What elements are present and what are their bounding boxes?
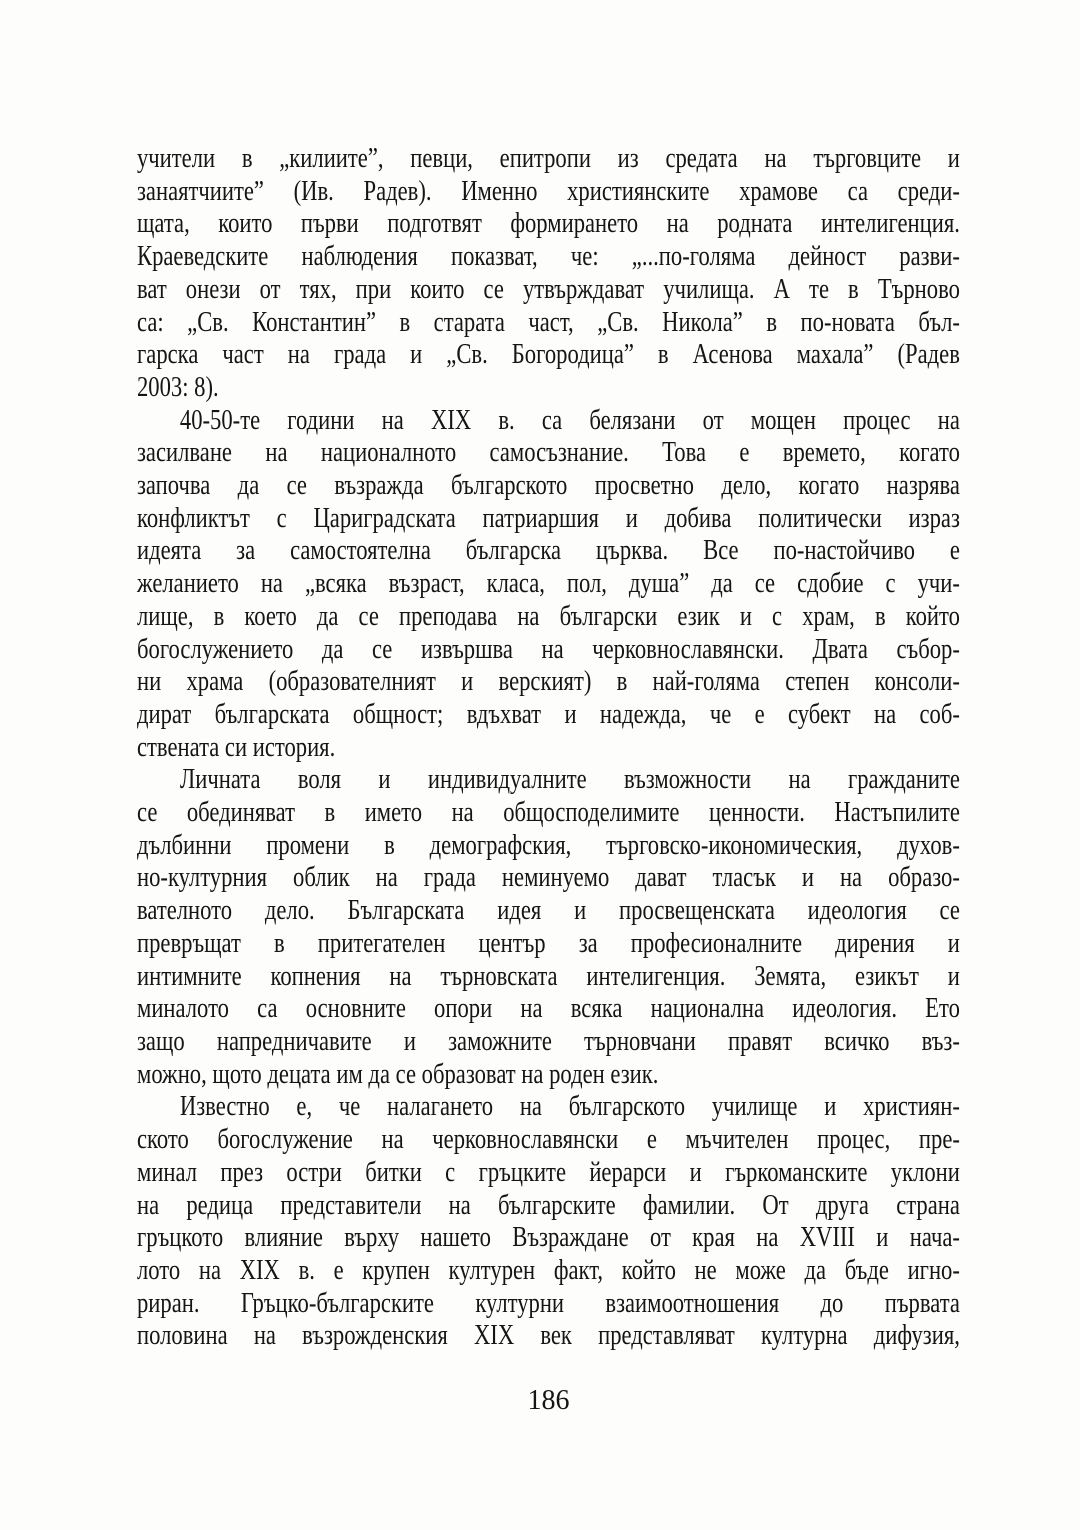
- text-line: богослужението да се извършва на черковнославянски. Двата събор-: [137, 632, 960, 665]
- text-line: идеята за самостоятелна българска църква. Все по-настойчиво е: [137, 534, 960, 567]
- text-line: занаятчиите” (Ив. Радев). Именно християнските храмове са среди-: [137, 174, 960, 207]
- text-line: са: „Св. Константин” в старата част, „Св. Никола” в по-новата бъл-: [137, 305, 960, 338]
- page-number: 186: [527, 1385, 570, 1416]
- text-line: половина на възрожденския XIX век представляват културна дифузия,: [137, 1319, 960, 1352]
- text-line: учители в „килиите”, певци, епитропи из средата на търговците и: [137, 142, 960, 174]
- text-line: но-културния облик на града неминуемо дават тласък и на образо-: [137, 861, 960, 894]
- text-line: Известно е, че налагането на българското училище и християн-: [179, 1090, 960, 1123]
- text-line: можно, щото децата им да се образоват на роден език.: [137, 1057, 659, 1090]
- paragraph: [137, 404, 960, 764]
- text-line: интимните копнения на търновската интелигенция. Земята, езикът и: [137, 959, 960, 992]
- text-line: гръцкото влияние върху нашето Възраждане от края на XVIII и нача-: [137, 1221, 960, 1254]
- text-line: конфликтът с Цариградската патриаршия и добива политически израз: [137, 501, 960, 534]
- text-line: желанието на „всяка възраст, класа, пол, душа” да се сдобие с учи-: [137, 567, 960, 600]
- text-line: защо напредничавите и заможните търновчани правят всичко въз-: [137, 1024, 960, 1057]
- text-line: вателното дело. Българската идея и просвещенската идеология се: [137, 894, 960, 927]
- text-line: на редица представители на българските фамилии. От друга страна: [137, 1188, 960, 1221]
- text-line: щата, които първи подготвят формирането на родната интелигенция.: [137, 207, 960, 240]
- paragraph: [137, 142, 960, 404]
- text-line: Личната воля и индивидуалните възможности на гражданите: [179, 763, 960, 796]
- text-line: лище, в което да се преподава на български език и с храм, в който: [137, 599, 960, 632]
- text-line: дълбинни промени в демографския, търговско-икономическия, духов-: [137, 828, 960, 861]
- text-line: ни храма (образователният и верският) в най-голяма степен консоли-: [137, 665, 960, 698]
- text-line: 40-50-те години на XIX в. са белязани от мощен процес на: [179, 403, 960, 436]
- text-line: ват онези от тях, при които се утвърждават училища. А те в Търново: [137, 272, 960, 305]
- text-line: 2003: 8).: [137, 370, 219, 403]
- text-line: превръщат в притегателен център за професионалните дирения и: [137, 926, 960, 959]
- text-line: минал през остри битки с гръцките йерарси и гъркоманските уклони: [137, 1155, 960, 1188]
- text-line: миналото са основните опори на всяка национална идеология. Ето: [137, 992, 960, 1025]
- paragraph: [137, 1090, 960, 1352]
- text-line: засилване на националното самосъзнание. Това е времето, когато: [137, 436, 960, 469]
- text-line: ствената си история.: [137, 730, 336, 763]
- text-line: дират българската общност; вдъхват и надежда, че е субект на соб-: [137, 697, 960, 730]
- text-line: Краеведските наблюдения показват, че: „...по-голяма дейност разви-: [137, 240, 960, 273]
- text-line: се обединяват в името на общосподелимите ценности. Настъпилите: [137, 796, 960, 829]
- text-line: започва да се възражда българското просветно дело, когато назрява: [137, 469, 960, 502]
- body-text: [137, 142, 960, 1352]
- text-line: ското богослужение на черковнославянски е мъчителен процес, пре-: [137, 1123, 960, 1156]
- text-line: гарска част на града и „Св. Богородица” в Асенова махала” (Радев: [137, 338, 960, 371]
- text-line: риран. Гръцко-българските културни взаимоотношения до първата: [137, 1286, 960, 1319]
- text-line: лото на XIX в. е крупен културен факт, който не може да бъде игно-: [137, 1253, 960, 1286]
- paragraph: [137, 763, 960, 1090]
